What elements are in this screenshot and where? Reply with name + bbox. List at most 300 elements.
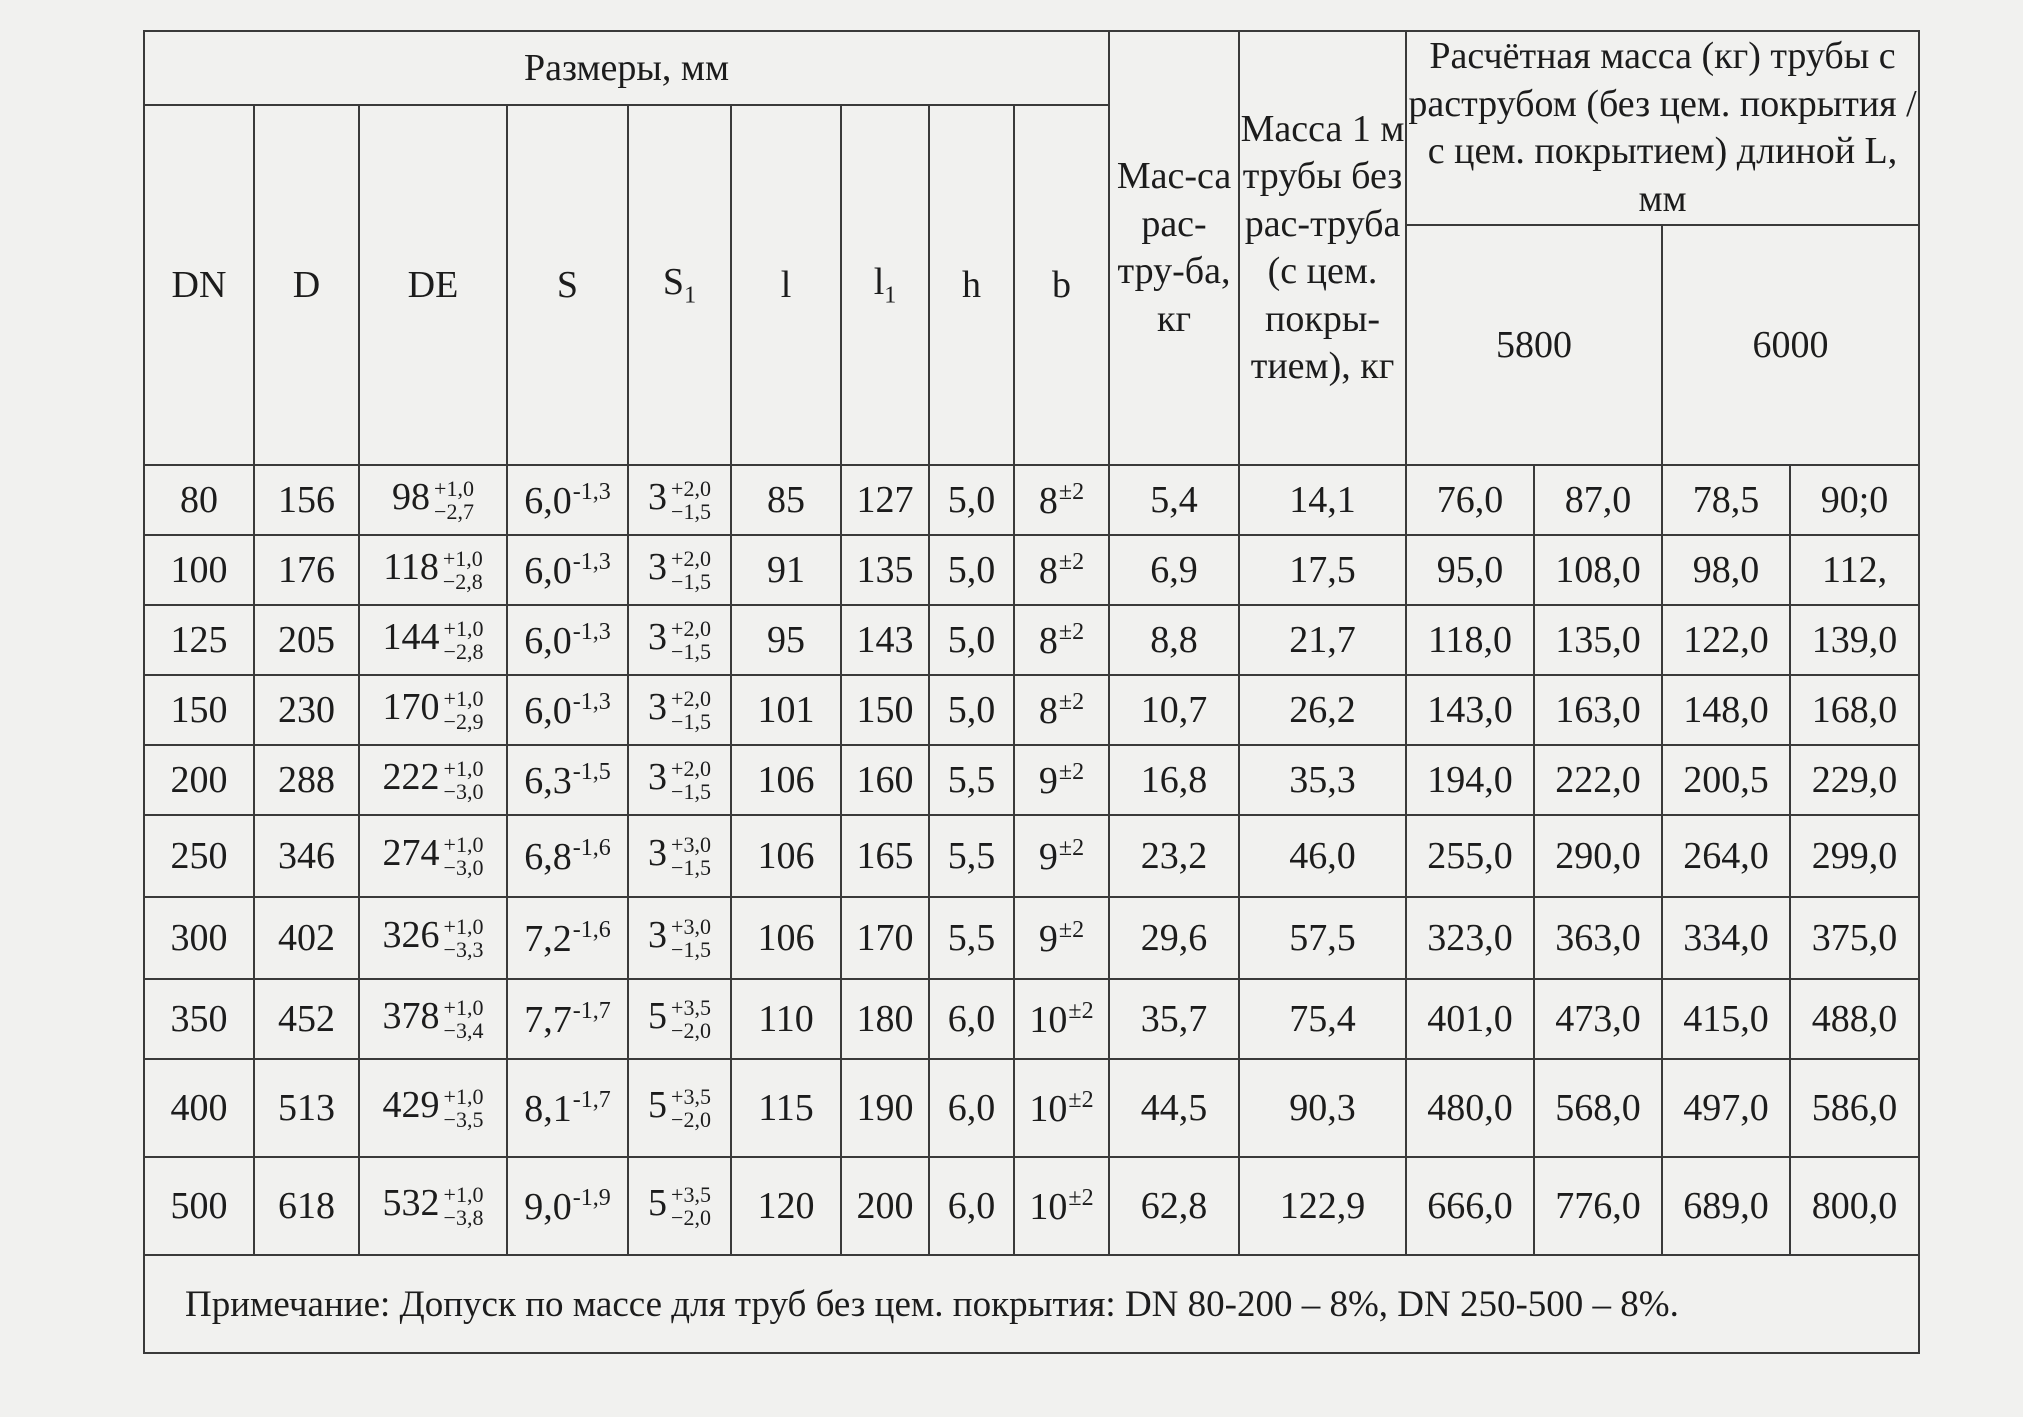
- cell-h: 5,0: [929, 535, 1014, 605]
- de-lower-tol: −3,8: [443, 1205, 484, 1230]
- cell-l1: 190: [841, 1059, 929, 1157]
- s1-lower-tol: −2,0: [671, 1205, 711, 1230]
- cell-de: [359, 535, 507, 605]
- cell-l: 85: [731, 465, 841, 535]
- s-value: 7,2: [524, 918, 572, 960]
- b-value: 9: [1038, 836, 1058, 878]
- s1-lower-tol: −2,0: [671, 1107, 711, 1132]
- s1-tolerance: [671, 915, 711, 961]
- cell-d: 230: [254, 675, 359, 745]
- s1-value: 3: [648, 545, 668, 588]
- cell-mass-5800-no-coating: 76,0: [1406, 465, 1534, 535]
- table-row: [144, 465, 1919, 535]
- cell-dn: 300: [144, 897, 254, 979]
- de-tolerance: [443, 547, 483, 593]
- cell-l1: 135: [841, 535, 929, 605]
- cell-l1: 170: [841, 897, 929, 979]
- de-upper-tol: +1,0: [443, 831, 484, 857]
- s-value: 6,3: [524, 760, 572, 802]
- cell-bell-mass: 23,2: [1109, 815, 1239, 897]
- cell-mass-6000-no-coating: 264,0: [1662, 815, 1790, 897]
- s1-upper-tol: +2,0: [671, 755, 711, 781]
- b-tolerance: ±2: [1058, 835, 1085, 861]
- s1-upper-tol: +2,0: [671, 685, 711, 711]
- col-header-b: b: [1014, 105, 1109, 465]
- cell-de: [359, 465, 507, 535]
- cell-l: 91: [731, 535, 841, 605]
- s1-value: 5: [648, 1083, 668, 1126]
- s-tolerance: -1,3: [572, 479, 611, 505]
- cell-mass-6000-coated: 139,0: [1790, 605, 1919, 675]
- cell-mass-5800-no-coating: 118,0: [1406, 605, 1534, 675]
- cell-l1: 150: [841, 675, 929, 745]
- cell-mass-6000-coated: 229,0: [1790, 745, 1919, 815]
- cell-mass-5800-coated: 776,0: [1534, 1157, 1662, 1255]
- de-tolerance: [444, 617, 484, 663]
- s-value: 6,0: [524, 620, 572, 662]
- cell-de: [359, 1059, 507, 1157]
- de-lower-tol: −3,0: [443, 779, 484, 804]
- cell-mass-6000-no-coating: 497,0: [1662, 1059, 1790, 1157]
- s1-upper-tol: +2,0: [671, 475, 711, 501]
- cell-dn: 150: [144, 675, 254, 745]
- cell-s: [507, 1157, 628, 1255]
- b-tolerance: ±2: [1058, 549, 1085, 575]
- table-note: Примечание: Допуск по массе для труб без цем. покрытия: DN 80-200 – 8%, DN 250-500 – 8%.: [144, 1255, 1919, 1353]
- s-tolerance: -1,7: [572, 998, 611, 1024]
- cell-l1: 143: [841, 605, 929, 675]
- s-tolerance: -1,3: [572, 689, 611, 715]
- de-lower-tol: −2,9: [443, 709, 484, 734]
- mass-1m-header: Масса 1 м трубы без рас-труба (с цем. покры-тием), кг: [1239, 31, 1406, 465]
- s1-upper-tol: +3,0: [671, 831, 711, 857]
- cell-mass-1m: 90,3: [1239, 1059, 1406, 1157]
- de-tolerance: [434, 477, 474, 523]
- s-value: 7,7: [524, 999, 572, 1041]
- cell-b: [1014, 675, 1109, 745]
- cell-mass-5800-coated: 473,0: [1534, 979, 1662, 1059]
- s-tolerance: -1,3: [572, 619, 611, 645]
- cell-s1: [628, 979, 731, 1059]
- cell-bell-mass: 35,7: [1109, 979, 1239, 1059]
- s1-lower-tol: −1,5: [671, 855, 711, 880]
- cell-mass-6000-coated: 168,0: [1790, 675, 1919, 745]
- s1-lower-tol: −1,5: [671, 499, 711, 524]
- cell-d: 402: [254, 897, 359, 979]
- b-value: 9: [1038, 760, 1058, 802]
- cell-mass-6000-coated: 112,: [1790, 535, 1919, 605]
- cell-bell-mass: 62,8: [1109, 1157, 1239, 1255]
- cell-mass-1m: 75,4: [1239, 979, 1406, 1059]
- cell-h: 6,0: [929, 1157, 1014, 1255]
- s-tolerance: -1,7: [572, 1087, 611, 1113]
- de-value: 144: [382, 615, 440, 658]
- cell-mass-5800-no-coating: 666,0: [1406, 1157, 1534, 1255]
- cell-mass-6000-coated: 375,0: [1790, 897, 1919, 979]
- de-upper-tol: +1,0: [442, 545, 483, 571]
- de-value: 222: [382, 755, 440, 798]
- b-tolerance: ±2: [1058, 759, 1085, 785]
- cell-mass-5800-no-coating: 323,0: [1406, 897, 1534, 979]
- s1-value: 3: [648, 615, 668, 658]
- s1-tolerance: [671, 687, 711, 733]
- cell-bell-mass: 16,8: [1109, 745, 1239, 815]
- col-header-de: DE: [359, 105, 507, 465]
- s1-upper-tol: +3,0: [671, 913, 711, 939]
- cell-mass-1m: 35,3: [1239, 745, 1406, 815]
- cell-s: [507, 465, 628, 535]
- table-row: [144, 535, 1919, 605]
- b-value: 10: [1029, 999, 1068, 1041]
- cell-mass-1m: 46,0: [1239, 815, 1406, 897]
- cell-l1: 127: [841, 465, 929, 535]
- cell-h: 5,0: [929, 605, 1014, 675]
- cell-s1: [628, 605, 731, 675]
- cell-s: [507, 1059, 628, 1157]
- cell-de: [359, 745, 507, 815]
- calc-mass-header: Расчётная масса (кг) трубы с раструбом (без цем. покрытия / с цем. покрытием) длиной L, мм: [1406, 31, 1919, 225]
- de-tolerance: [444, 1085, 484, 1131]
- cell-de: [359, 897, 507, 979]
- s1-upper-tol: +3,5: [671, 1083, 711, 1109]
- cell-s: [507, 745, 628, 815]
- s1-value: 5: [648, 994, 668, 1037]
- s1-subscript: 1: [684, 282, 697, 309]
- b-tolerance: ±2: [1058, 689, 1085, 715]
- cell-dn: 350: [144, 979, 254, 1059]
- cell-mass-6000-no-coating: 98,0: [1662, 535, 1790, 605]
- table-row: [144, 1059, 1919, 1157]
- cell-s1: [628, 1059, 731, 1157]
- cell-s1: [628, 535, 731, 605]
- cell-mass-5800-coated: 290,0: [1534, 815, 1662, 897]
- bell-mass-header: Мас-са рас-тру-ба, кг: [1109, 31, 1239, 465]
- cell-d: 288: [254, 745, 359, 815]
- de-upper-tol: +1,0: [443, 755, 484, 781]
- s1-base: S: [662, 260, 685, 303]
- cell-h: 5,5: [929, 745, 1014, 815]
- cell-s1: [628, 815, 731, 897]
- s1-value: 5: [648, 1181, 668, 1224]
- table-row: [144, 1157, 1919, 1255]
- cell-mass-1m: 21,7: [1239, 605, 1406, 675]
- col-header-s: S: [507, 105, 628, 465]
- de-tolerance: [444, 687, 484, 733]
- cell-dn: 125: [144, 605, 254, 675]
- table-row: [144, 815, 1919, 897]
- cell-de: [359, 605, 507, 675]
- cell-dn: 100: [144, 535, 254, 605]
- s1-tolerance: [671, 1085, 711, 1131]
- b-tolerance: ±2: [1058, 479, 1085, 505]
- cell-mass-5800-coated: 108,0: [1534, 535, 1662, 605]
- de-lower-tol: −3,3: [443, 937, 484, 962]
- de-value: 98: [392, 475, 431, 518]
- b-tolerance: ±2: [1058, 619, 1085, 645]
- s-tolerance: -1,9: [572, 1185, 611, 1211]
- de-lower-tol: −2,8: [442, 569, 483, 594]
- b-value: 9: [1038, 918, 1058, 960]
- cell-s: [507, 897, 628, 979]
- table-row: [144, 979, 1919, 1059]
- s1-value: 3: [648, 475, 668, 518]
- s1-value: 3: [648, 755, 668, 798]
- table-row: [144, 745, 1919, 815]
- s1-tolerance: [671, 477, 711, 523]
- col-header-h: h: [929, 105, 1014, 465]
- cell-l1: 165: [841, 815, 929, 897]
- cell-mass-6000-coated: 800,0: [1790, 1157, 1919, 1255]
- de-upper-tol: +1,0: [434, 475, 474, 501]
- s1-tolerance: [671, 547, 711, 593]
- s1-value: 3: [648, 831, 668, 874]
- de-upper-tol: +1,0: [443, 615, 484, 641]
- de-value: 532: [382, 1181, 440, 1224]
- cell-s: [507, 815, 628, 897]
- cell-mass-1m: 17,5: [1239, 535, 1406, 605]
- cell-s1: [628, 465, 731, 535]
- de-tolerance: [444, 996, 484, 1042]
- s1-value: 3: [648, 685, 668, 728]
- cell-bell-mass: 8,8: [1109, 605, 1239, 675]
- col-header-l1: [841, 105, 929, 465]
- de-lower-tol: −3,4: [443, 1018, 484, 1043]
- s-tolerance: -1,5: [572, 759, 611, 785]
- cell-mass-5800-no-coating: 143,0: [1406, 675, 1534, 745]
- cell-mass-1m: 57,5: [1239, 897, 1406, 979]
- cell-l: 115: [731, 1059, 841, 1157]
- cell-s: [507, 675, 628, 745]
- col-header-s1: [628, 105, 731, 465]
- s-value: 6,0: [524, 480, 572, 522]
- table-row: [144, 605, 1919, 675]
- cell-l: 120: [731, 1157, 841, 1255]
- s-tolerance: -1,6: [572, 835, 611, 861]
- s1-value: 3: [648, 913, 668, 956]
- cell-mass-6000-coated: 586,0: [1790, 1059, 1919, 1157]
- cell-b: [1014, 465, 1109, 535]
- s1-upper-tol: +3,5: [671, 994, 711, 1020]
- cell-mass-5800-no-coating: 194,0: [1406, 745, 1534, 815]
- s1-lower-tol: −1,5: [671, 709, 711, 734]
- cell-b: [1014, 979, 1109, 1059]
- cell-bell-mass: 6,9: [1109, 535, 1239, 605]
- cell-s: [507, 535, 628, 605]
- cell-b: [1014, 745, 1109, 815]
- cell-l: 101: [731, 675, 841, 745]
- s1-lower-tol: −1,5: [671, 937, 711, 962]
- de-tolerance: [444, 757, 484, 803]
- cell-bell-mass: 29,6: [1109, 897, 1239, 979]
- s1-upper-tol: +3,5: [671, 1181, 711, 1207]
- cell-b: [1014, 897, 1109, 979]
- de-upper-tol: +1,0: [443, 1181, 484, 1207]
- cell-h: 5,5: [929, 897, 1014, 979]
- cell-mass-6000-no-coating: 122,0: [1662, 605, 1790, 675]
- cell-mass-5800-coated: 163,0: [1534, 675, 1662, 745]
- s1-upper-tol: +2,0: [671, 615, 711, 641]
- cell-b: [1014, 815, 1109, 897]
- de-value: 429: [382, 1083, 440, 1126]
- cell-mass-5800-coated: 363,0: [1534, 897, 1662, 979]
- cell-l1: 160: [841, 745, 929, 815]
- cell-b: [1014, 535, 1109, 605]
- cell-mass-6000-no-coating: 78,5: [1662, 465, 1790, 535]
- cell-dn: 200: [144, 745, 254, 815]
- cell-l1: 180: [841, 979, 929, 1059]
- de-lower-tol: −2,8: [443, 639, 484, 664]
- de-lower-tol: −3,0: [443, 855, 484, 880]
- cell-dn: 250: [144, 815, 254, 897]
- table-row: [144, 897, 1919, 979]
- s-value: 6,0: [524, 550, 572, 592]
- cell-mass-6000-coated: 299,0: [1790, 815, 1919, 897]
- cell-h: 6,0: [929, 1059, 1014, 1157]
- de-lower-tol: −2,7: [434, 499, 474, 524]
- cell-d: 156: [254, 465, 359, 535]
- cell-mass-1m: 26,2: [1239, 675, 1406, 745]
- cell-mass-6000-no-coating: 200,5: [1662, 745, 1790, 815]
- de-upper-tol: +1,0: [443, 685, 484, 711]
- cell-h: 5,5: [929, 815, 1014, 897]
- cell-b: [1014, 1059, 1109, 1157]
- de-tolerance: [444, 833, 484, 879]
- s1-lower-tol: −1,5: [671, 639, 711, 664]
- cell-mass-6000-no-coating: 689,0: [1662, 1157, 1790, 1255]
- de-upper-tol: +1,0: [443, 1083, 484, 1109]
- de-value: 170: [382, 685, 440, 728]
- cell-dn: 80: [144, 465, 254, 535]
- cell-bell-mass: 44,5: [1109, 1059, 1239, 1157]
- de-upper-tol: +1,0: [443, 913, 484, 939]
- b-tolerance: ±2: [1058, 917, 1085, 943]
- s-value: 6,8: [524, 836, 572, 878]
- cell-de: [359, 1157, 507, 1255]
- cell-h: 5,0: [929, 675, 1014, 745]
- cell-mass-5800-coated: 568,0: [1534, 1059, 1662, 1157]
- cell-de: [359, 675, 507, 745]
- l1-base: l: [873, 260, 885, 303]
- cell-d: 513: [254, 1059, 359, 1157]
- cell-l: 106: [731, 815, 841, 897]
- de-value: 378: [382, 994, 440, 1037]
- cell-l: 106: [731, 745, 841, 815]
- cell-d: 346: [254, 815, 359, 897]
- de-value: 118: [383, 545, 439, 588]
- cell-mass-5800-no-coating: 255,0: [1406, 815, 1534, 897]
- col-header-dn: DN: [144, 105, 254, 465]
- de-tolerance: [444, 915, 484, 961]
- s1-tolerance: [671, 757, 711, 803]
- s1-tolerance: [671, 1183, 711, 1229]
- cell-s1: [628, 897, 731, 979]
- cell-d: 205: [254, 605, 359, 675]
- b-value: 8: [1038, 620, 1058, 662]
- pipe-spec-table: [143, 30, 1920, 1354]
- cell-dn: 400: [144, 1059, 254, 1157]
- s1-lower-tol: −2,0: [671, 1018, 711, 1043]
- cell-s1: [628, 1157, 731, 1255]
- cell-s: [507, 979, 628, 1059]
- cell-mass-5800-no-coating: 95,0: [1406, 535, 1534, 605]
- cell-s1: [628, 745, 731, 815]
- table-row: [144, 675, 1919, 745]
- s1-tolerance: [671, 996, 711, 1042]
- cell-s1: [628, 675, 731, 745]
- cell-dn: 500: [144, 1157, 254, 1255]
- cell-mass-5800-coated: 222,0: [1534, 745, 1662, 815]
- cell-mass-6000-coated: 488,0: [1790, 979, 1919, 1059]
- s-tolerance: -1,3: [572, 549, 611, 575]
- col-header-d: D: [254, 105, 359, 465]
- cell-l: 95: [731, 605, 841, 675]
- cell-s: [507, 605, 628, 675]
- l1-subscript: 1: [884, 282, 897, 309]
- b-value: 10: [1029, 1186, 1068, 1228]
- b-value: 8: [1038, 550, 1058, 592]
- b-tolerance: ±2: [1068, 1185, 1094, 1211]
- b-value: 10: [1029, 1088, 1068, 1130]
- cell-de: [359, 815, 507, 897]
- cell-mass-6000-no-coating: 334,0: [1662, 897, 1790, 979]
- de-value: 274: [382, 831, 440, 874]
- cell-mass-6000-coated: 90;0: [1790, 465, 1919, 535]
- cell-b: [1014, 1157, 1109, 1255]
- cell-mass-1m: 14,1: [1239, 465, 1406, 535]
- s1-upper-tol: +2,0: [671, 545, 711, 571]
- cell-b: [1014, 605, 1109, 675]
- s-tolerance: -1,6: [572, 917, 611, 943]
- col-header-l: l: [731, 105, 841, 465]
- s1-lower-tol: −1,5: [671, 779, 711, 804]
- b-tolerance: ±2: [1068, 998, 1094, 1024]
- cell-h: 5,0: [929, 465, 1014, 535]
- cell-mass-5800-coated: 87,0: [1534, 465, 1662, 535]
- length-6000-header: 6000: [1662, 225, 1919, 465]
- cell-d: 176: [254, 535, 359, 605]
- cell-mass-6000-no-coating: 415,0: [1662, 979, 1790, 1059]
- dimensions-group-header: Размеры, мм: [144, 31, 1109, 105]
- s-value: 8,1: [524, 1088, 572, 1130]
- cell-bell-mass: 5,4: [1109, 465, 1239, 535]
- length-5800-header: 5800: [1406, 225, 1662, 465]
- cell-mass-5800-no-coating: 480,0: [1406, 1059, 1534, 1157]
- cell-h: 6,0: [929, 979, 1014, 1059]
- b-tolerance: ±2: [1068, 1087, 1094, 1113]
- cell-mass-5800-no-coating: 401,0: [1406, 979, 1534, 1059]
- s1-tolerance: [671, 617, 711, 663]
- s1-tolerance: [671, 833, 711, 879]
- de-upper-tol: +1,0: [443, 994, 484, 1020]
- s-value: 6,0: [524, 690, 572, 732]
- cell-bell-mass: 10,7: [1109, 675, 1239, 745]
- s-value: 9,0: [524, 1186, 572, 1228]
- de-value: 326: [382, 913, 440, 956]
- cell-d: 618: [254, 1157, 359, 1255]
- s1-lower-tol: −1,5: [671, 569, 711, 594]
- b-value: 8: [1038, 480, 1058, 522]
- cell-l1: 200: [841, 1157, 929, 1255]
- cell-de: [359, 979, 507, 1059]
- cell-mass-6000-no-coating: 148,0: [1662, 675, 1790, 745]
- b-value: 8: [1038, 690, 1058, 732]
- cell-d: 452: [254, 979, 359, 1059]
- cell-mass-5800-coated: 135,0: [1534, 605, 1662, 675]
- de-tolerance: [444, 1183, 484, 1229]
- cell-l: 106: [731, 897, 841, 979]
- cell-mass-1m: 122,9: [1239, 1157, 1406, 1255]
- cell-l: 110: [731, 979, 841, 1059]
